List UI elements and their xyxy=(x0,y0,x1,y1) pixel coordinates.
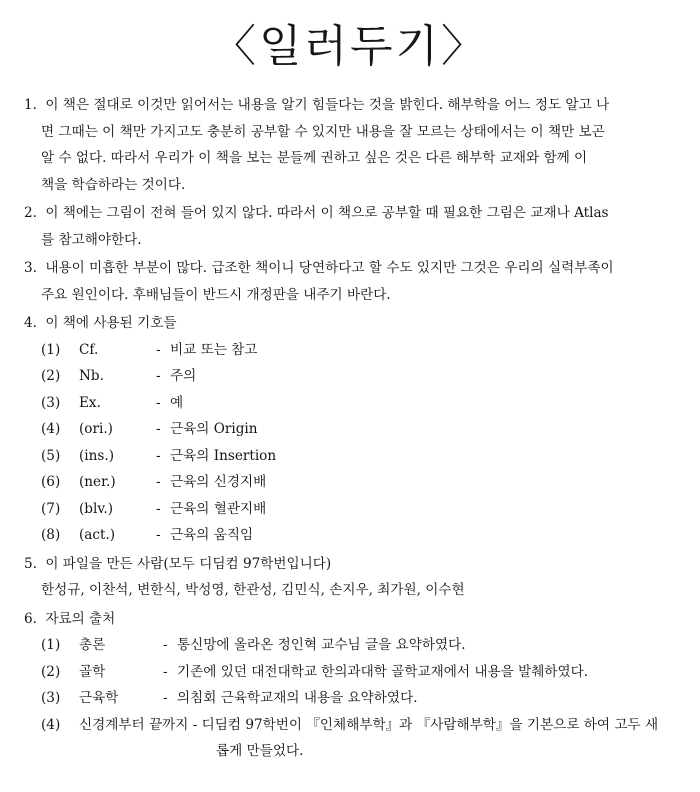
symbol-term: Nb. xyxy=(79,368,104,384)
section-3-line-1 xyxy=(24,255,676,282)
symbol-desc: 예 xyxy=(170,394,184,411)
symbol-term: (ner.) xyxy=(79,474,116,490)
section-number: 3. xyxy=(24,260,37,276)
section-heading: 자료의 출처 xyxy=(45,610,116,627)
section-1-line-4: 책을 학습하라는 것이다. xyxy=(41,176,186,193)
symbol-desc: 주의 xyxy=(170,368,197,384)
paragraph-text: 내용이 미흡한 부분이 많다. 급조한 책이니 당연하다고 할 수도 있지만 그것은 우리의 실력부족이 xyxy=(45,260,614,276)
symbol-term: (act.) xyxy=(79,527,116,543)
symbol-desc: 근육의 혈관지배 xyxy=(170,500,267,517)
source-item-4-continued: 롭게 만들었다. xyxy=(216,743,304,759)
source-desc: 의침회 근육학교재의 내용을 요약하였다. xyxy=(177,690,418,706)
symbol-item-5: (5) (ins.) - 근육의 Insertion xyxy=(24,443,676,470)
source-item-3: (3) 근육학 - 의침회 근육학교재의 내용을 요약하였다. xyxy=(24,685,676,712)
symbol-item-3: (3) Ex. - 예 xyxy=(24,390,676,417)
symbol-term: Ex. xyxy=(79,394,101,411)
symbol-desc: 근육의 Origin xyxy=(170,421,258,437)
section-number: 6. xyxy=(24,610,37,627)
symbol-desc: 근육의 Insertion xyxy=(170,447,277,464)
section-number: 4. xyxy=(24,315,37,331)
symbol-item-4: (4) (ori.) - 근육의 Origin xyxy=(24,416,676,443)
symbol-item-7: (7) (blv.) - 근육의 혈관지배 xyxy=(24,496,676,523)
symbol-item-1: (1) Cf. - 비교 또는 참고 xyxy=(24,337,676,364)
author-names: 한성규, 이찬석, 변한식, 박성영, 한관성, 김민식, 손지우, 최가원, 이수현 xyxy=(41,582,465,598)
section-5-heading xyxy=(24,551,676,578)
source-item-4: (4) 신경계부터 끝까지 - 디딤컴 97학번이 『인체해부학』과 『사람해부학』을 기본으로 하여 고두 새 xyxy=(41,716,659,733)
source-term: 총론 xyxy=(79,637,106,653)
section-number: 1. xyxy=(24,97,37,113)
symbol-term: (ins.) xyxy=(79,447,115,464)
source-term: 골학 xyxy=(79,663,106,680)
symbol-term: Cf. xyxy=(79,341,99,358)
section-4-heading xyxy=(24,310,676,337)
source-desc: 신경계부터 끝까지 - 디딤컴 97학번이 『인체해부학』과 『사람해부학』을 기본으로 하여 고두 새 xyxy=(79,716,659,733)
section-1-line-2: 면 그때는 이 책만 가지고도 충분히 공부할 수 있지만 내용을 잘 모르는 상태에서는 이 책만 보곤 xyxy=(41,123,605,140)
page-title: 〈일러두기〉 xyxy=(211,21,488,72)
source-term: 근육학 xyxy=(79,690,119,706)
paragraph-text: 이 책은 절대로 이것만 읽어서는 내용을 알기 힘들다는 것을 밝힌다. 해부학을 어느 정도 알고 나 xyxy=(45,97,610,113)
source-item-1: (1) 총론 - 통신망에 올라온 정인혁 교수님 글을 요약하였다. xyxy=(24,632,676,659)
section-6-heading xyxy=(24,606,676,633)
symbol-item-6: (6) (ner.) - 근육의 신경지배 xyxy=(24,469,676,496)
section-heading: 이 책에 사용된 기호들 xyxy=(45,315,177,331)
symbol-desc: 근육의 움직임 xyxy=(170,527,254,543)
symbol-desc: 비교 또는 참고 xyxy=(170,341,258,358)
section-3-line-2: 주요 원인이다. 후배님들이 반드시 개정판을 내주기 바란다. xyxy=(41,286,391,303)
symbol-item-8: (8) (act.) - 근육의 움직임 xyxy=(24,522,676,549)
symbol-item-2: (2) Nb. - 주의 xyxy=(24,363,676,390)
source-desc: 기존에 있던 대전대학교 한의과대학 골학교재에서 내용을 발췌하였다. xyxy=(177,663,589,680)
section-2-line-1 xyxy=(24,200,676,227)
section-number: 2. xyxy=(24,205,37,221)
section-heading: 이 파일을 만든 사람(모두 디딤컴 97학번입니다) xyxy=(45,555,332,572)
section-1-line-1 xyxy=(24,92,676,119)
source-desc: 통신망에 올라온 정인혁 교수님 글을 요약하였다. xyxy=(177,637,466,653)
symbol-term: (blv.) xyxy=(79,500,114,517)
document-body xyxy=(24,92,676,765)
section-1-line-3: 알 수 없다. 따라서 우리가 이 책을 보는 분들께 권하고 싶은 것은 다른 해부학 교재와 함께 이 xyxy=(41,150,588,166)
section-2-line-2: 를 참고해야한다. xyxy=(41,231,142,248)
symbol-desc: 근육의 신경지배 xyxy=(170,474,267,490)
section-number: 5. xyxy=(24,555,37,572)
paragraph-text: 이 책에는 그림이 전혀 들어 있지 않다. 따라서 이 책으로 공부할 때 필요한 그림은 교재나 Atlas xyxy=(45,205,609,221)
symbol-term: (ori.) xyxy=(79,421,113,437)
source-item-2: (2) 골학 - 기존에 있던 대전대학교 한의과대학 골학교재에서 내용을 발췌하였다. xyxy=(24,659,676,686)
